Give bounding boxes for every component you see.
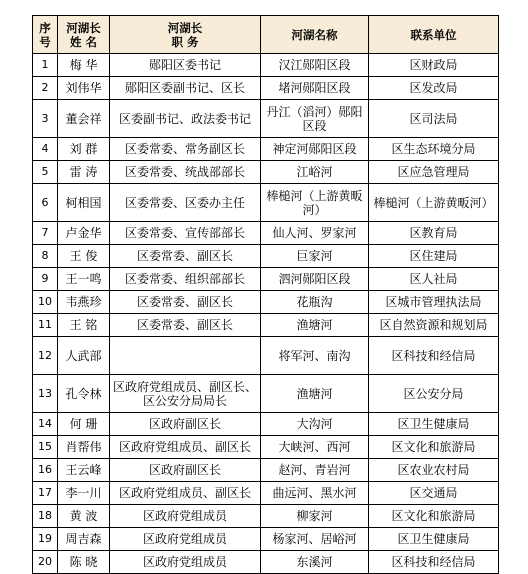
cell-position: 区委常委、统战部部长: [110, 161, 261, 184]
table-row: [33, 314, 499, 337]
cell-river: 大峡河、西河: [261, 436, 369, 459]
table-row: [33, 291, 499, 314]
cell-index: 19: [33, 528, 58, 551]
cell-position: 区政府党组成员、副区长、区公安分局局长: [110, 375, 261, 413]
header-row: [33, 16, 499, 54]
cell-name: 雷 涛: [58, 161, 110, 184]
cell-river: 柳家河: [261, 505, 369, 528]
table-row: [33, 375, 499, 413]
cell-index: 15: [33, 436, 58, 459]
cell-index: 16: [33, 459, 58, 482]
header-text: 序: [39, 20, 51, 35]
cell-position: 区政府党组成员: [110, 505, 261, 528]
header-text: 河湖长: [167, 20, 203, 35]
cell-position: 区政府副区长: [110, 459, 261, 482]
table-row: [33, 54, 499, 77]
cell-index: 8: [33, 245, 58, 268]
river-chief-table: [32, 15, 499, 574]
cell-unit: 区城市管理执法局: [369, 291, 499, 314]
cell-river: 泗河郧阳区段: [261, 268, 369, 291]
cell-unit: 区生态环境分局: [369, 138, 499, 161]
cell-river: 棒槌河（上游黄畈河）: [261, 184, 369, 222]
cell-position: 区政府副区长: [110, 413, 261, 436]
cell-river: 堵河郧阳区段: [261, 77, 369, 100]
cell-index: 2: [33, 77, 58, 100]
table-row: [33, 551, 499, 574]
cell-position: 区委副书记、政法委书记: [110, 100, 261, 138]
cell-position: 区政府党组成员: [110, 551, 261, 574]
cell-river: 赵河、青岩河: [261, 459, 369, 482]
cell-index: 1: [33, 54, 58, 77]
cell-position: 区政府党组成员、副区长: [110, 482, 261, 505]
cell-unit: 棒槌河（上游黄畈河）: [369, 184, 499, 222]
cell-name: 刘伟华: [58, 77, 110, 100]
cell-river: 江峪河: [261, 161, 369, 184]
cell-unit: 区文化和旅游局: [369, 505, 499, 528]
cell-position: [110, 337, 261, 375]
cell-index: 6: [33, 184, 58, 222]
table-row: [33, 100, 499, 138]
cell-name: 人武部: [58, 337, 110, 375]
cell-name: 黄 波: [58, 505, 110, 528]
cell-position: 区政府党组成员: [110, 528, 261, 551]
cell-river: 将军河、南沟: [261, 337, 369, 375]
cell-name: 何 珊: [58, 413, 110, 436]
cell-unit: 区人社局: [369, 268, 499, 291]
cell-river: 巨家河: [261, 245, 369, 268]
cell-unit: 区自然资源和规划局: [369, 314, 499, 337]
cell-name: 柯相国: [58, 184, 110, 222]
cell-unit: 区文化和旅游局: [369, 436, 499, 459]
header-text: 河湖长: [66, 20, 101, 35]
table-row: [33, 505, 499, 528]
cell-river: 渔塘河: [261, 375, 369, 413]
table-row: [33, 459, 499, 482]
cell-index: 11: [33, 314, 58, 337]
cell-position: 区委常委、副区长: [110, 245, 261, 268]
cell-unit: 区科技和经信局: [369, 337, 499, 375]
cell-river: 汉江郧阳区段: [261, 54, 369, 77]
cell-unit: 区住建局: [369, 245, 499, 268]
cell-position: 区委常委、组织部部长: [110, 268, 261, 291]
cell-unit: 区科技和经信局: [369, 551, 499, 574]
header-text: 职 务: [171, 34, 199, 49]
header-cell-position: [110, 16, 261, 54]
cell-name: 肖帮伟: [58, 436, 110, 459]
cell-name: 韦燕珍: [58, 291, 110, 314]
table-row: [33, 528, 499, 551]
cell-unit: 区卫生健康局: [369, 528, 499, 551]
cell-river: 渔塘河: [261, 314, 369, 337]
cell-river: 丹江（滔河）郧阳区段: [261, 100, 369, 138]
cell-index: 14: [33, 413, 58, 436]
cell-unit: 区教育局: [369, 222, 499, 245]
cell-position: 郧阳区委副书记、区长: [110, 77, 261, 100]
cell-unit: 区卫生健康局: [369, 413, 499, 436]
cell-unit: 区公安分局: [369, 375, 499, 413]
table-row: [33, 77, 499, 100]
cell-river: 杨家河、居峪河: [261, 528, 369, 551]
cell-position: 区政府党组成员、副区长: [110, 436, 261, 459]
cell-name: 刘 群: [58, 138, 110, 161]
cell-unit: 区财政局: [369, 54, 499, 77]
cell-name: 周吉森: [58, 528, 110, 551]
cell-unit: 区司法局: [369, 100, 499, 138]
cell-position: 区委常委、区委办主任: [110, 184, 261, 222]
cell-name: 王云峰: [58, 459, 110, 482]
cell-unit: 区农业农村局: [369, 459, 499, 482]
table-row: [33, 245, 499, 268]
table-row: [33, 184, 499, 222]
header-cell-index: [33, 16, 58, 54]
table-row: [33, 138, 499, 161]
header-cell-unit: [369, 16, 499, 54]
cell-name: 卢金华: [58, 222, 110, 245]
header-text: 联系单位: [410, 27, 457, 42]
cell-name: 梅 华: [58, 54, 110, 77]
cell-position: 区委常委、常务副区长: [110, 138, 261, 161]
cell-river: 东溪河: [261, 551, 369, 574]
cell-name: 王一鸣: [58, 268, 110, 291]
header-text: 河湖名称: [291, 27, 338, 42]
header-text: 姓 名: [69, 34, 97, 49]
cell-river: 花瓶沟: [261, 291, 369, 314]
cell-index: 12: [33, 337, 58, 375]
table-row: [33, 161, 499, 184]
cell-position: 区委常委、副区长: [110, 291, 261, 314]
cell-position: 区委常委、宣传部部长: [110, 222, 261, 245]
cell-index: 13: [33, 375, 58, 413]
cell-name: 王 俊: [58, 245, 110, 268]
cell-river: 曲远河、黑水河: [261, 482, 369, 505]
table-row: [33, 222, 499, 245]
table-row: [33, 436, 499, 459]
cell-index: 10: [33, 291, 58, 314]
cell-index: 7: [33, 222, 58, 245]
cell-index: 4: [33, 138, 58, 161]
cell-unit: 区发改局: [369, 77, 499, 100]
cell-index: 17: [33, 482, 58, 505]
cell-index: 3: [33, 100, 58, 138]
cell-name: 李一川: [58, 482, 110, 505]
cell-position: 区委常委、副区长: [110, 314, 261, 337]
cell-index: 5: [33, 161, 58, 184]
table-row: [33, 268, 499, 291]
cell-name: 孔令林: [58, 375, 110, 413]
cell-name: 陈 晓: [58, 551, 110, 574]
cell-unit: 区交通局: [369, 482, 499, 505]
cell-river: 大沟河: [261, 413, 369, 436]
cell-index: 18: [33, 505, 58, 528]
cell-river: 神定河郧阳区段: [261, 138, 369, 161]
cell-index: 9: [33, 268, 58, 291]
table-row: [33, 482, 499, 505]
header-cell-river: [261, 16, 369, 54]
table-row: [33, 337, 499, 375]
header-cell-name: [58, 16, 110, 54]
cell-unit: 区应急管理局: [369, 161, 499, 184]
cell-name: 董会祥: [58, 100, 110, 138]
cell-position: 郧阳区委书记: [110, 54, 261, 77]
cell-index: 20: [33, 551, 58, 574]
cell-river: 仙人河、罗家河: [261, 222, 369, 245]
cell-name: 王 铭: [58, 314, 110, 337]
table-row: [33, 413, 499, 436]
header-text: 号: [39, 34, 51, 49]
